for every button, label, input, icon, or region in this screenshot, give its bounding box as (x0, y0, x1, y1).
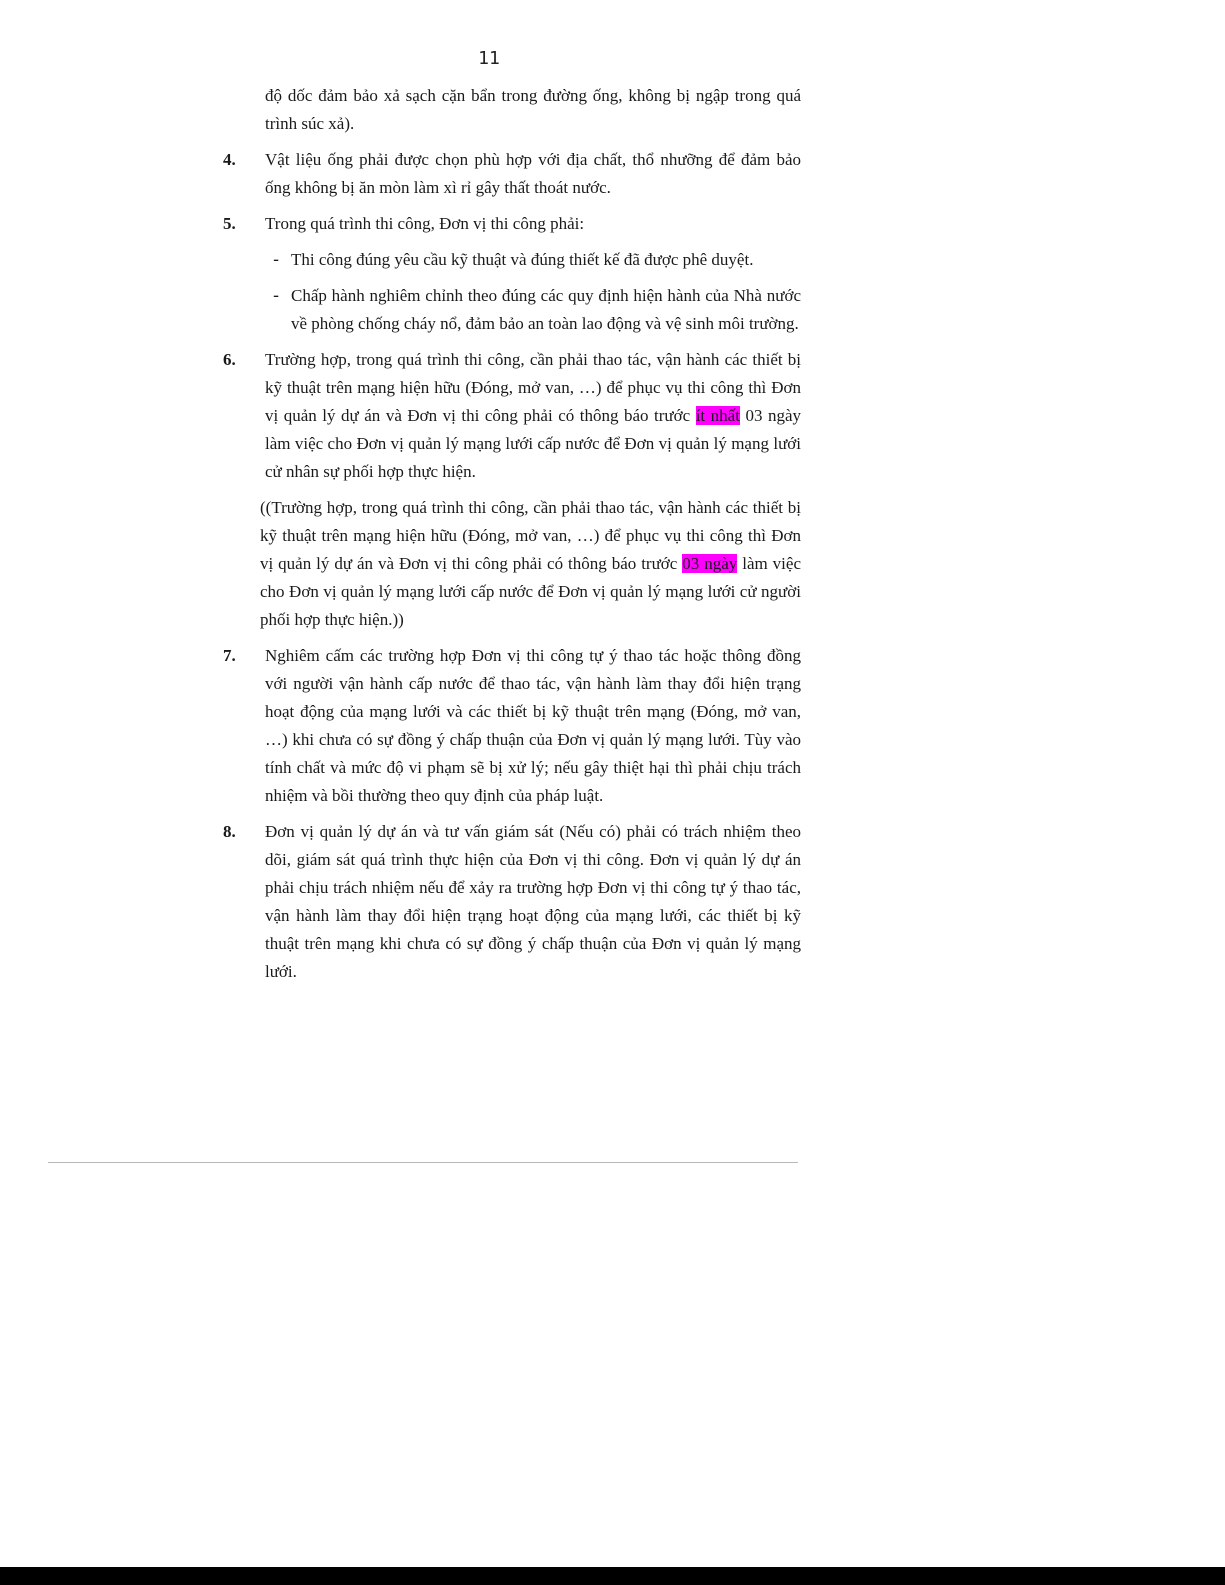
item-text: Vật liệu ống phải được chọn phù hợp với địa chất, thổ nhưỡng để đảm bảo ống không bị ăn mòn làm xì rỉ gây thất thoát nước. (265, 150, 801, 197)
list-item-6 (223, 346, 801, 486)
item-number: 4. (223, 150, 236, 169)
quoted-original-paragraph (223, 494, 801, 634)
sub-item-text: Chấp hành nghiêm chỉnh theo đúng các quy định hiện hành của Nhà nước về phòng chống cháy nổ, đảm bảo an toàn lao động và vệ sinh môi trường. (291, 286, 801, 333)
sub-item-2 (223, 282, 801, 338)
page-divider (48, 1162, 798, 1163)
list-item-8 (223, 818, 801, 986)
text-run: 03 ngày làm việc cho Đơn vị quản lý mạng lưới cấp nước để Đơn vị quản lý mạng lưới cử nhân sự phối hợp thực hiện. (265, 406, 802, 481)
dash-bullet: - (273, 250, 280, 270)
highlighted-text: ít nhất (695, 406, 740, 425)
item-number: 5. (223, 214, 236, 233)
list-item-4 (223, 146, 801, 202)
item-number: 6. (223, 350, 236, 369)
item-number: 7. (223, 646, 236, 665)
sub-item-text: Thi công đúng yêu cầu kỹ thuật và đúng thiết kế đã được phê duyệt. (291, 250, 754, 269)
list-item-7 (223, 642, 801, 810)
dash-bullet: - (273, 286, 280, 306)
text-run: ((Trường hợp, trong quá trình thi công, cần phải thao tác, vận hành các thiết bị kỹ thuật trên mạng hiện hữu (Đóng, mở van, …) để phục vụ thi công thì Đơn vị quản lý dự án và Đơn vị thi công phải có thông báo trước (260, 498, 801, 573)
sub-item-1 (223, 246, 801, 274)
text-run: Trường hợp, trong quá trình thi công, cần phải thao tác, vận hành các thiết bị kỹ thuật trên mạng hiện hữu (Đóng, mở van, …) để phục vụ thi công thì Đơn vị quản lý dự án và Đơn vị thi công phải có thông báo trước (265, 350, 801, 425)
bottom-edge-bar (0, 1567, 1225, 1585)
document-body (223, 82, 801, 986)
page-number: 11 (478, 48, 500, 69)
text-run: làm việc cho Đơn vị quản lý mạng lưới cấp nước để Đơn vị quản lý mạng lưới cử người phối hợp thực hiện.)) (260, 554, 801, 629)
item-text: Đơn vị quản lý dự án và tư vấn giám sát (Nếu có) phải có trách nhiệm theo dõi, giám sát quá trình thực hiện của Đơn vị thi công. Đơn vị quản lý dự án phải chịu trách nhiệm nếu để xảy ra trường hợp Đơn vị thi công tự ý thao tác, vận hành làm thay đổi hiện trạng hoạt động của mạng lưới, các thiết bị kỹ thuật trên mạng khi chưa có sự đồng ý chấp thuận của Đơn vị quản lý mạng lưới. (265, 822, 801, 981)
continuation-paragraph: độ dốc đảm bảo xả sạch cặn bẩn trong đường ống, không bị ngập trong quá trình súc xả). (265, 86, 801, 133)
item-text: Trong quá trình thi công, Đơn vị thi công phải: (265, 214, 585, 233)
list-item-5 (223, 210, 801, 238)
item-text (265, 346, 801, 486)
highlighted-text: 03 ngày (682, 554, 738, 573)
item-number: 8. (223, 822, 236, 841)
item-text: Nghiêm cấm các trường hợp Đơn vị thi công tự ý thao tác hoặc thông đồng với người vận hành cấp nước để thao tác, vận hành làm thay đổi hiện trạng hoạt động của mạng lưới và các thiết bị kỹ thuật trên mạng (Đóng, mở van, …) khi chưa có sự đồng ý chấp thuận của Đơn vị quản lý mạng lưới. Tùy vào tính chất và mức độ vi phạm sẽ bị xử lý; nếu gây thiệt hại thì phải chịu trách nhiệm và bồi thường theo quy định của pháp luật. (265, 646, 801, 805)
